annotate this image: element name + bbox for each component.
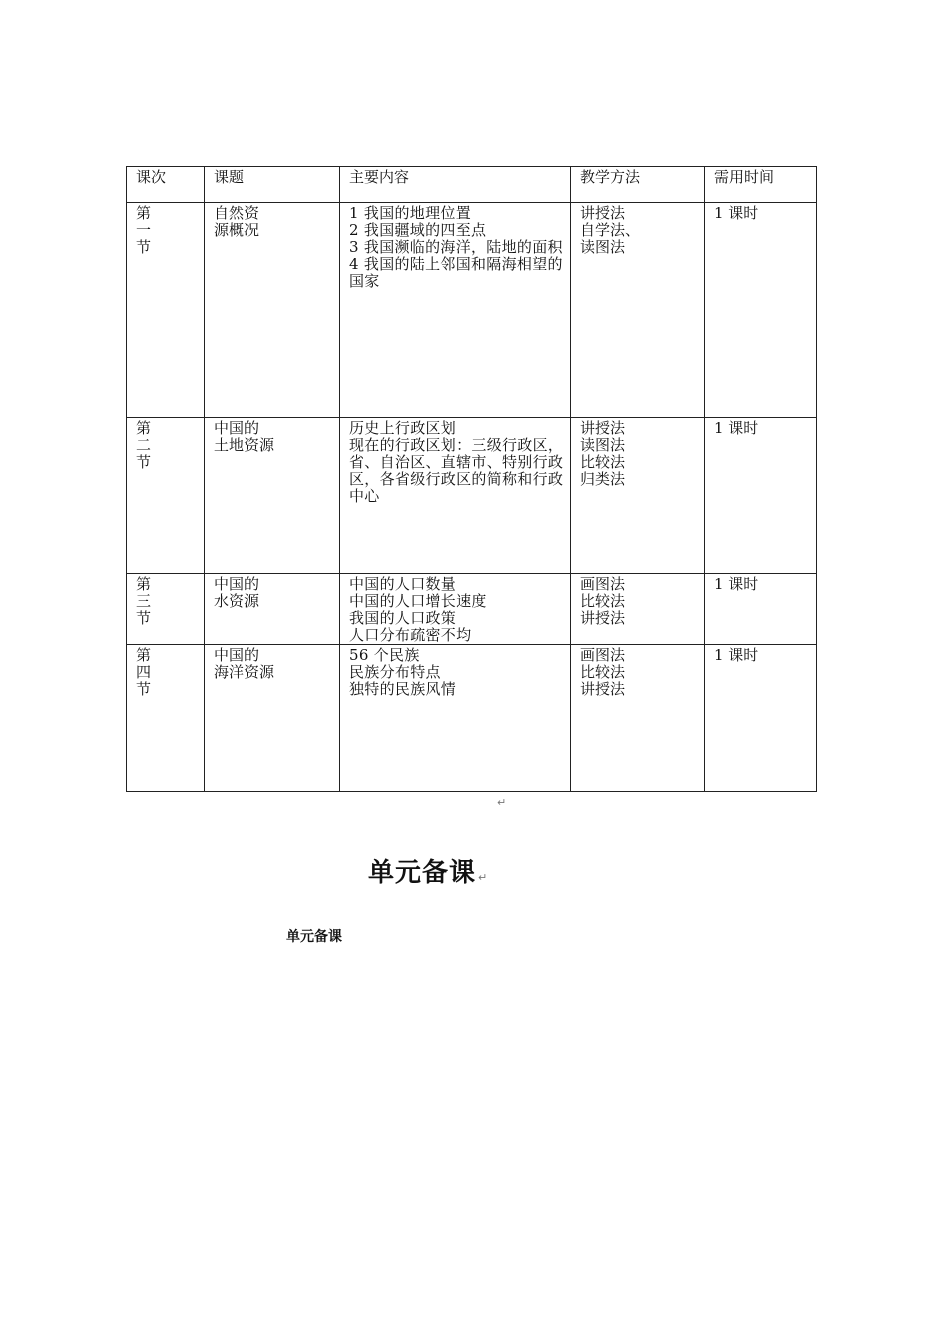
method-line: 自学法、 xyxy=(580,221,641,239)
method-line: 讲授法 xyxy=(580,680,626,698)
section-cell xyxy=(127,203,205,418)
content-line: 我国的人口政策 xyxy=(349,609,457,627)
section-char: 第 xyxy=(136,575,152,593)
topic-cell xyxy=(205,645,340,792)
paragraph-mark: ↵ xyxy=(478,871,489,884)
content-line: 4 我国的陆上邻国和隔海相望的国家 xyxy=(349,255,563,290)
header-cell: 主要内容 xyxy=(340,167,571,203)
content-line: 2 我国疆域的四至点 xyxy=(349,221,487,239)
method-line: 比较法 xyxy=(580,592,626,610)
method-line: 讲授法 xyxy=(580,419,626,437)
methods-cell xyxy=(571,418,705,574)
header-cell: 课题 xyxy=(205,167,340,203)
method-line: 归类法 xyxy=(580,470,626,488)
methods-cell xyxy=(571,203,705,418)
method-line: 讲授法 xyxy=(580,609,626,627)
section-char: 一 xyxy=(136,221,152,239)
section-char: 四 xyxy=(136,663,152,681)
section-cell xyxy=(127,574,205,645)
topic-cell xyxy=(205,203,340,418)
method-line: 比较法 xyxy=(580,663,626,681)
content-line: 1 我国的地理位置 xyxy=(349,204,472,222)
section-char: 第 xyxy=(136,204,152,222)
section-cell xyxy=(127,418,205,574)
section-char: 节 xyxy=(136,609,152,627)
content-line: 56 个民族 xyxy=(349,646,420,664)
content-line: 中国的人口增长速度 xyxy=(349,592,487,610)
header-cell: 教学方法 xyxy=(571,167,705,203)
topic-line: 中国的 xyxy=(214,419,260,437)
section-char: 节 xyxy=(136,453,152,471)
section-char: 第 xyxy=(136,646,152,664)
topic-line: 自然资 xyxy=(214,204,260,222)
content-line: 人口分布疏密不均 xyxy=(349,626,472,644)
topic-line: 海洋资源 xyxy=(214,663,275,681)
header-cell: 课次 xyxy=(127,167,205,203)
content-cell xyxy=(340,645,571,792)
topic-line: 中国的 xyxy=(214,575,260,593)
table-header-row xyxy=(127,167,817,203)
header-cell: 需用时间 xyxy=(705,167,817,203)
section-char: 节 xyxy=(136,238,152,256)
topic-cell xyxy=(205,574,340,645)
time-cell: 1 课时 xyxy=(705,418,817,574)
topic-line: 中国的 xyxy=(214,646,260,664)
method-line: 讲授法 xyxy=(580,204,626,222)
time-cell: 1 课时 xyxy=(705,645,817,792)
topic-line: 水资源 xyxy=(214,592,260,610)
unit-title-small: 单元备课 xyxy=(286,929,342,945)
unit-title-large xyxy=(368,852,488,889)
section-char: 节 xyxy=(136,680,152,698)
content-line: 现在的行政区划：三级行政区，省、自治区、直辖市、特别行政区，各省级行政区的简称和行政中心 xyxy=(349,436,564,505)
method-line: 画图法 xyxy=(580,646,626,664)
table-row xyxy=(127,203,817,418)
methods-cell xyxy=(571,574,705,645)
method-line: 读图法 xyxy=(580,436,626,454)
content-line: 中国的人口数量 xyxy=(349,575,457,593)
section-char: 三 xyxy=(136,592,152,610)
method-line: 读图法 xyxy=(580,238,626,256)
content-line: 独特的民族风情 xyxy=(349,680,457,698)
section-char: 第 xyxy=(136,419,152,437)
unit-title-text: 单元备课 xyxy=(368,858,477,888)
content-cell xyxy=(340,574,571,645)
section-cell xyxy=(127,645,205,792)
topic-cell xyxy=(205,418,340,574)
content-cell xyxy=(340,418,571,574)
lesson-plan-table xyxy=(126,166,817,792)
methods-cell xyxy=(571,645,705,792)
time-cell: 1 课时 xyxy=(705,203,817,418)
content-line: 民族分布特点 xyxy=(349,663,441,681)
topic-line: 源概况 xyxy=(214,221,260,239)
content-line: 3 我国濒临的海洋，陆地的面积 xyxy=(349,238,563,256)
time-cell: 1 课时 xyxy=(705,574,817,645)
table-row xyxy=(127,418,817,574)
content-line: 历史上行政区划 xyxy=(349,419,457,437)
method-line: 画图法 xyxy=(580,575,626,593)
paragraph-mark: ↵ xyxy=(497,796,507,809)
method-line: 比较法 xyxy=(580,453,626,471)
table-row xyxy=(127,574,817,645)
table-row xyxy=(127,645,817,792)
content-cell xyxy=(340,203,571,418)
section-char: 二 xyxy=(136,436,152,454)
topic-line: 土地资源 xyxy=(214,436,275,454)
